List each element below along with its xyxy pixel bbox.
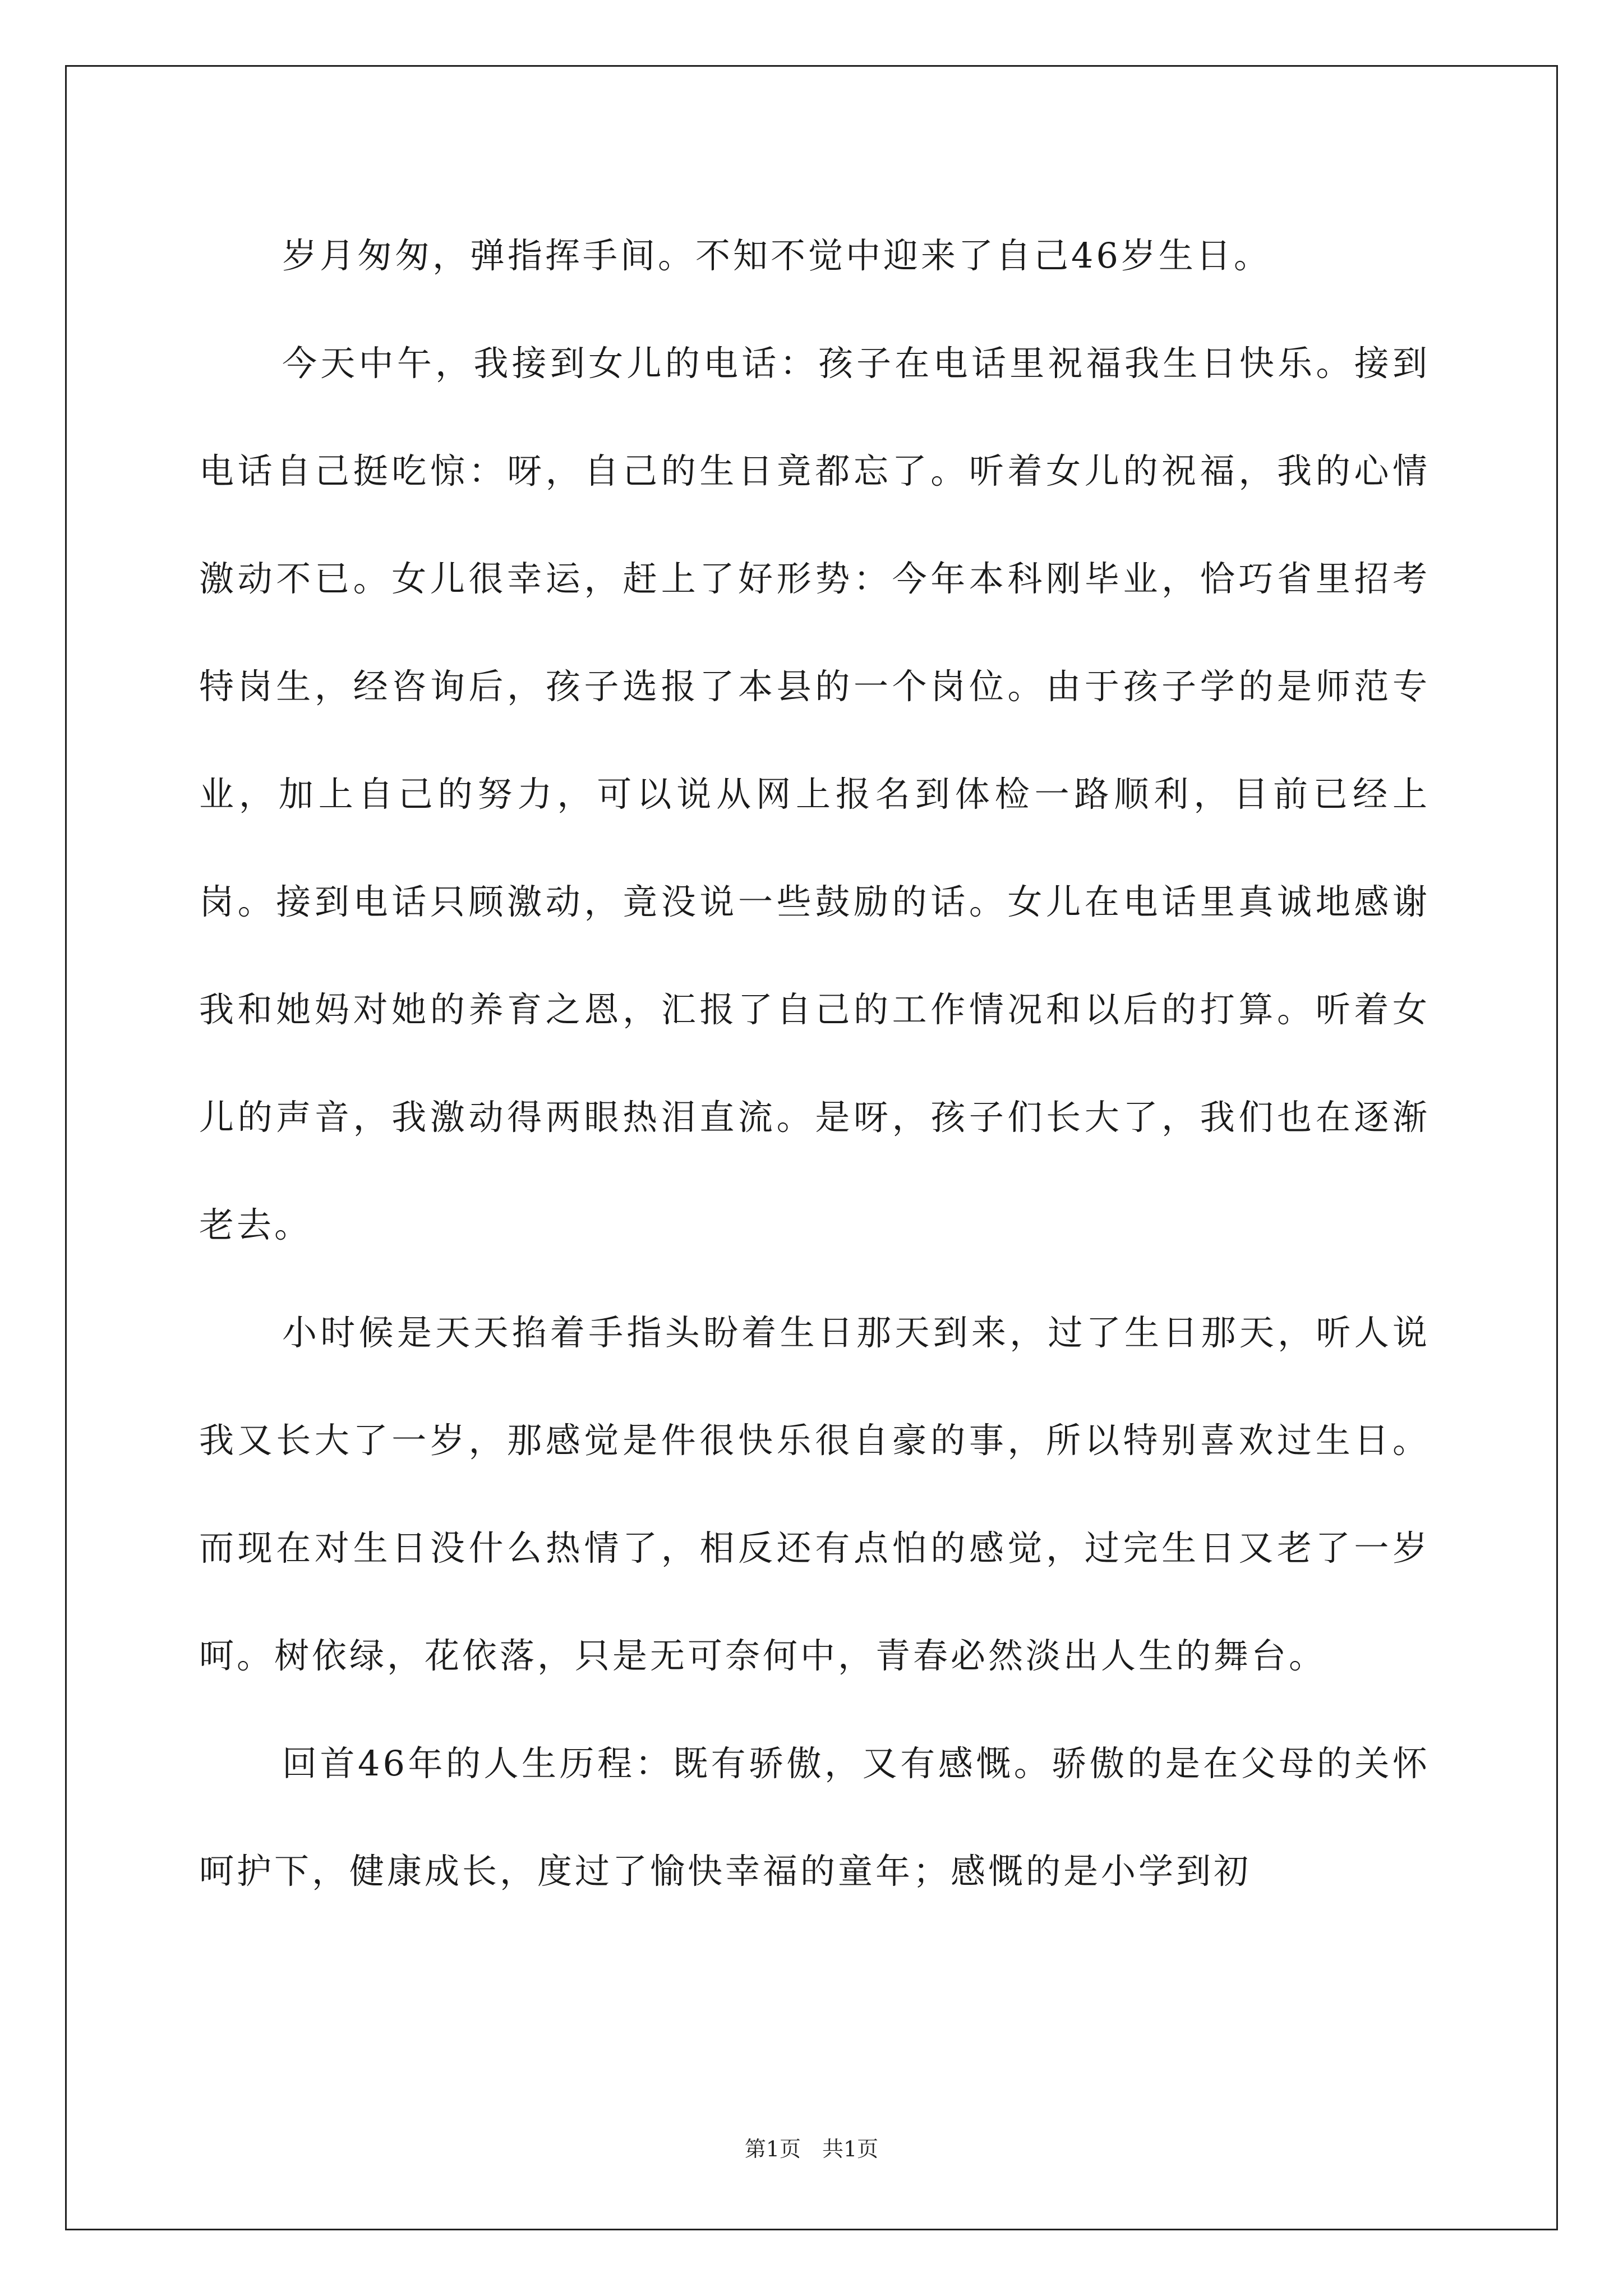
paragraph-1: 岁月匆匆，弹指挥手间。不知不觉中迎来了自己46岁生日。 [282,235,1271,276]
paragraph-2: 今天中午，我接到女儿的电话：孩子在电话里祝福我生日快乐。接到电话自己挺吃惊：呀，自己的生日竟都忘了。听着女儿的祝福，我的心情激动不已。女儿很幸运，赶上了好形势：今年本科刚毕业，恰巧省里招考特岗生，经咨询后，孩子选报了本县的一个岗位。由于孩子学的是师范专业，加上自己的努力，可以说从网上报名到体检一路顺利，目前已经上岗。接到电话只顾激动，竟没说一些鼓励的话。女儿在电话里真诚地感谢我和她妈对她的养育之恩，汇报了自己的工作情况和以后的打算。听着女儿的声音，我激动得两眼热泪直流。是呀，孩子们长大了，我们也在逐渐老去。 [199,343,1430,1245]
page-footer: 第1页 共1页 [744,2137,879,2161]
document-body [199,202,1430,1925]
paragraph-3: 小时候是天天掐着手指头盼着生日那天到来，过了生日那天，听人说我又长大了一岁，那感觉是件很快乐很自豪的事，所以特别喜欢过生日。而现在对生日没什么热情了，相反还有点怕的感觉，过完生日又老了一岁呵。树依绿，花依落，只是无可奈何中，青春必然淡出人生的舞台。 [199,1312,1430,1676]
paragraph-4: 回首46年的人生历程：既有骄傲，又有感慨。骄傲的是在父母的关怀呵护下，健康成长，度过了愉快幸福的童年；感慨的是小学到初 [199,1743,1430,1892]
